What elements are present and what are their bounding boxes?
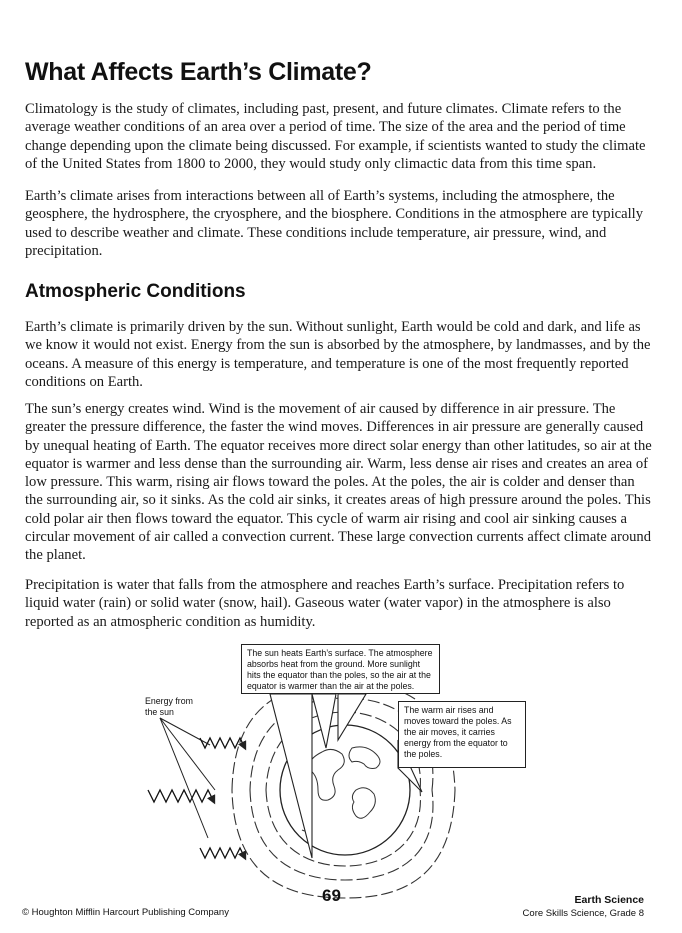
paragraph-climatology: Climatology is the study of climates, including past, present, and future climates. Climate refers to the average weather conditions of an area over a period of time. The size of the area and the period of time change depending upon the climate being discussed. For example, if scientists wanted to study the climate of the United States from 1800 to 2000, they would study only climactic data from this time span. bbox=[25, 101, 646, 172]
section-heading-atmospheric-conditions: Atmospheric Conditions bbox=[25, 281, 246, 302]
callout-warm-air-rises: The warm air rises and moves toward the poles. As the air moves, it carries energy from the equator to the poles. bbox=[398, 701, 526, 768]
page-title: What Affects Earth’s Climate? bbox=[25, 58, 372, 86]
paragraph-wind: The sun’s energy creates wind. Wind is the movement of air caused by difference in air pressure. The greater the pressure difference, the faster the wind moves. Differences in air pressure are generally caused by unequal heating of Earth. The equator receives more direct solar energy than other latitudes, so air at the equator is warmer and less dense than the surrounding air. Warm, less dense air rises and creates an area of low pressure. This warm, rising air flows toward the poles. At the poles, the air is colder and denser than the surrounding air, so it sinks. As the cold air sinks, it creates areas of high pressure around the poles. This cold polar air then flows toward the equator. This cycle of warm air rising and cool air sinking causes a circular movement of air called a convection current. These large convection currents affect climate around the planet. bbox=[25, 401, 652, 564]
sun-ray-lines bbox=[160, 718, 215, 838]
paragraph-earth-systems: Earth’s climate arises from interactions between all of Earth’s systems, including the atmosphere, the geosphere, the hydrosphere, the cryosphere, and the biosphere. Conditions in the atmosphere are typically used to describe weather and climate. These conditions include temperature, air pressure, wind, and precipitation. bbox=[25, 188, 644, 259]
callout-sun-heats-surface: The sun heats Earth’s surface. The atmosphere absorbs heat from the ground. More sunlight hits the equator than the poles, so the air at the equator is warmer than the air at the poles. bbox=[241, 644, 440, 694]
paragraph-sun-driver: Earth’s climate is primarily driven by the sun. Without sunlight, Earth would be cold and dark, and life as we know it would not exist. Energy from the sun is absorbed by the atmosphere, by landmasses, and by the oceans. A measure of this energy is temperature, and temperature is one of the most frequently reported conditions on Earth. bbox=[25, 319, 651, 390]
page-number: 69 bbox=[322, 886, 341, 905]
book-info bbox=[523, 893, 644, 921]
paragraph-precipitation: Precipitation is water that falls from the atmosphere and reaches Earth’s surface. Precipitation refers to liquid water (rain) or solid water (snow, hail). Gaseous water (water vapor) in the atmosphere is also reported as an atmospheric condition as humidity. bbox=[25, 577, 625, 630]
series-label: Core Skills Science, Grade 8 bbox=[522, 908, 644, 919]
copyright-notice: © Houghton Mifflin Harcourt Publishing Company bbox=[22, 907, 229, 918]
subject-label: Earth Science bbox=[574, 894, 644, 906]
energy-from-sun-label: Energy from the sun bbox=[145, 696, 193, 717]
sun-energy-waves bbox=[148, 738, 245, 858]
